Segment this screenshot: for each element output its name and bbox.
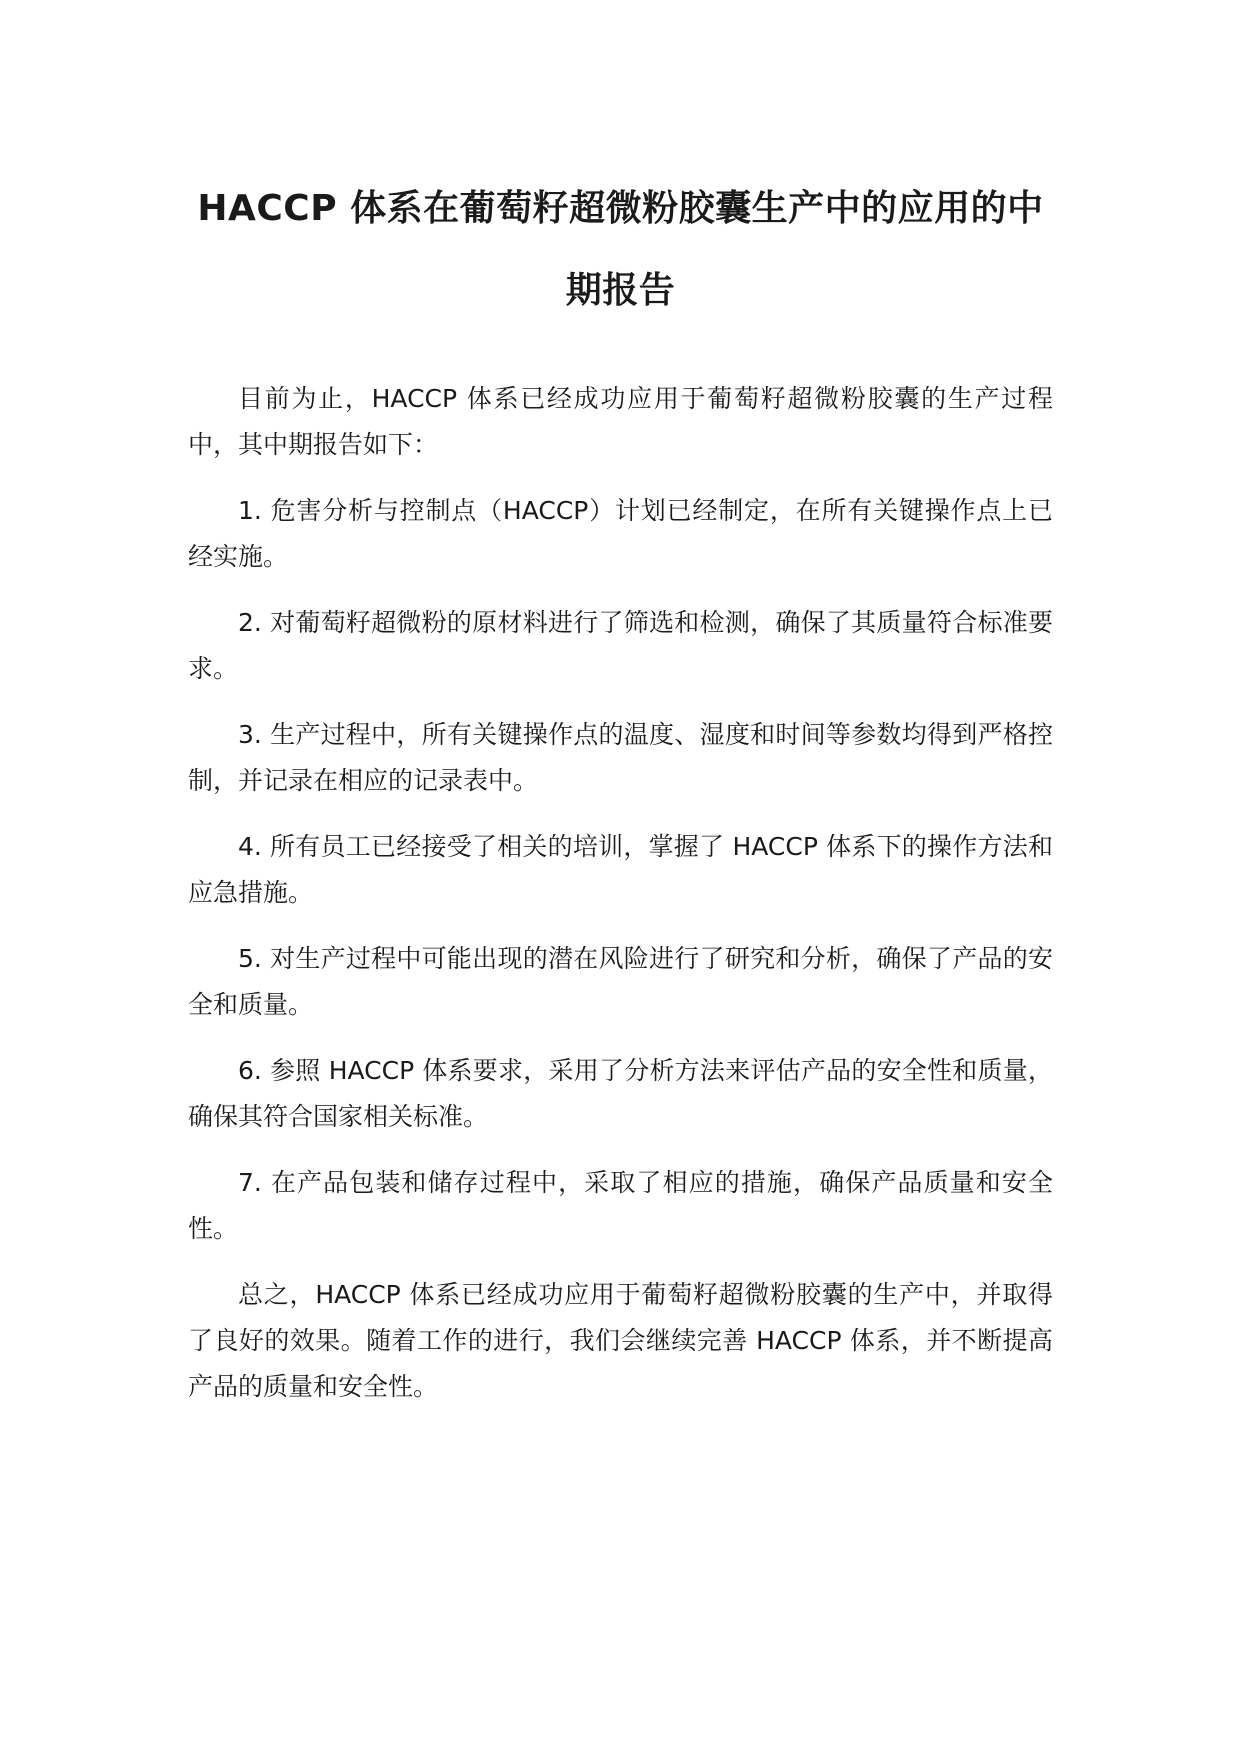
document-title: HACCP 体系在葡萄籽超微粉胶囊生产中的应用的中期报告 xyxy=(197,188,1044,311)
paragraph-item-5: 5. 对生产过程中可能出现的潜在风险进行了研究和分析，确保了产品的安全和质量。 xyxy=(188,944,1053,1019)
paragraph-item-7: 7. 在产品包装和储存过程中，采取了相应的措施，确保产品质量和安全性。 xyxy=(188,1168,1053,1243)
paragraph-item-6: 6. 参照 HACCP 体系要求，采用了分析方法来评估产品的安全性和质量，确保其符合国家相关标准。 xyxy=(188,1056,1053,1131)
paragraph-item-1: 1. 危害分析与控制点（HACCP）计划已经制定，在所有关键操作点上已经实施。 xyxy=(188,496,1053,571)
paragraph-item-2: 2. 对葡萄籽超微粉的原材料进行了筛选和检测，确保了其质量符合标准要求。 xyxy=(188,608,1053,683)
paragraph-conclusion: 总之，HACCP 体系已经成功应用于葡萄籽超微粉胶囊的生产中，并取得了良好的效果。随着工作的进行，我们会继续完善 HACCP 体系，并不断提高产品的质量和安全性。 xyxy=(188,1280,1053,1401)
paragraph-item-3: 3. 生产过程中，所有关键操作点的温度、湿度和时间等参数均得到严格控制，并记录在相应的记录表中。 xyxy=(188,720,1053,795)
document-body xyxy=(188,376,1053,1430)
paragraph-item-4: 4. 所有员工已经接受了相关的培训，掌握了 HACCP 体系下的操作方法和应急措施。 xyxy=(188,832,1053,907)
paragraph-intro: 目前为止，HACCP 体系已经成功应用于葡萄籽超微粉胶囊的生产过程中，其中期报告如下： xyxy=(188,384,1053,459)
